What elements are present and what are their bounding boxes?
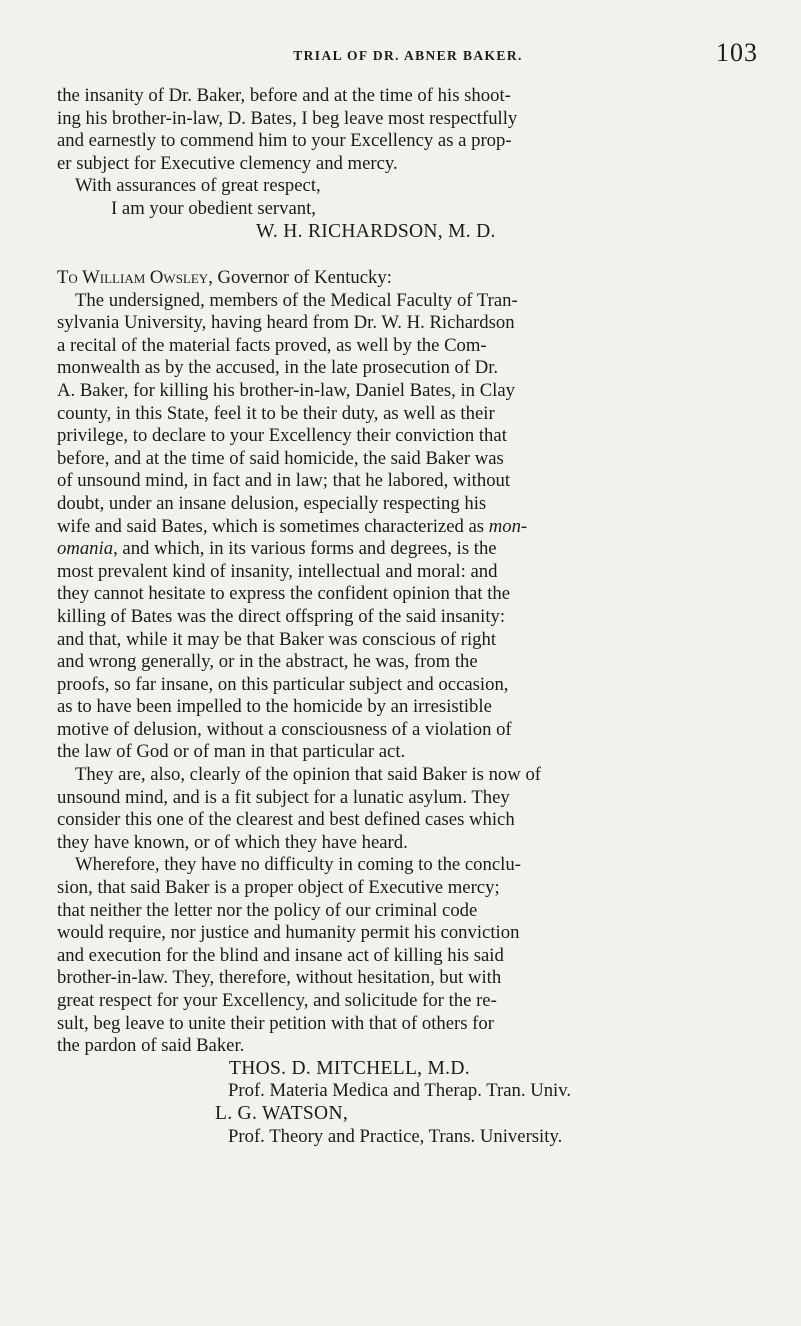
- text-line: sylvania University, having heard from Dr. W. H. Richardson: [57, 312, 515, 334]
- italic-term: mon-: [488, 515, 528, 537]
- text-line: sion, that said Baker is a proper object of Executive mercy;: [57, 877, 500, 899]
- addressee: [57, 267, 757, 290]
- text-line: the insanity of Dr. Baker, before and at the time of his shoot-: [57, 85, 511, 106]
- text-line: before, and at the time of said homicide, the said Baker was: [57, 447, 504, 469]
- text-line: consider this one of the clearest and best defined cases which: [57, 809, 515, 831]
- addressee-title: Governor of Kentucky:: [217, 267, 392, 288]
- text-line: and earnestly to commend him to your Excellency as a prop-: [57, 130, 512, 152]
- text-line: the pardon of said Baker.: [57, 1035, 245, 1057]
- text-line: county, in this State, feel it to be their duty, as well as their: [57, 402, 495, 424]
- text-line: er subject for Executive clemency and mercy.: [57, 152, 398, 174]
- text-line: they have known, or of which they have heard.: [57, 831, 408, 853]
- text-line: and execution for the blind and insane act of killing his said: [57, 944, 504, 966]
- text-line: as to have been impelled to the homicide by an irresistible: [57, 696, 492, 718]
- text-line: a recital of the material facts proved, as well by the Com-: [57, 334, 487, 356]
- signer-title: Prof. Materia Medica and Therap. Tran. Univ.: [228, 1080, 572, 1102]
- page-header: [58, 34, 758, 74]
- text-line: great respect for your Excellency, and solicitude for the re-: [57, 990, 497, 1011]
- closing-line: With assurances of great respect,: [75, 175, 321, 197]
- text-line: most prevalent kind of insanity, intellectual and moral: and: [57, 560, 498, 582]
- text-line: Wherefore, they have no difficulty in coming to the conclu-: [75, 854, 521, 876]
- text-fragment: wife and said Bates, which is sometimes characterized as: [57, 515, 485, 537]
- letter-faculty: [57, 267, 757, 1148]
- text-line: that neither the letter nor the policy of our criminal code: [57, 899, 478, 921]
- text-fragment: and which, in its various forms and degrees, is the: [122, 538, 497, 560]
- text-line: and wrong generally, or in the abstract, he was, from the: [57, 651, 478, 673]
- letter-richardson: [57, 85, 757, 243]
- text-line: and that, while it may be that Baker was conscious of right: [57, 628, 497, 650]
- text-line: killing of Bates was the direct offspring of the said insanity:: [57, 605, 506, 627]
- text-line: sult, beg leave to unite their petition with that of others for: [57, 1012, 494, 1034]
- text-line: They are, also, clearly of the opinion that said Baker is now of: [75, 764, 542, 786]
- text-line: ing his brother-in-law, D. Bates, I beg leave most respectfully: [57, 107, 518, 129]
- page-number: 103: [716, 38, 758, 67]
- closing-line: I am your obedient servant,: [111, 197, 316, 219]
- text-line: [57, 538, 757, 561]
- text-line: the law of God or of man in that particular act.: [57, 741, 406, 763]
- addressee-name: To William Owsley,: [57, 267, 213, 288]
- signer-title: Prof. Theory and Practice, Trans. University.: [228, 1125, 563, 1147]
- text-line: brother-in-law. They, therefore, without hesitation, but with: [57, 967, 502, 989]
- text-line: would require, nor justice and humanity permit his conviction: [57, 922, 520, 944]
- text-line: unsound mind, and is a fit subject for a lunatic asylum. They: [57, 786, 510, 808]
- text-line: A. Baker, for killing his brother-in-law, Daniel Bates, in Clay: [57, 379, 515, 401]
- text-line: of unsound mind, in fact and in law; that he labored, without: [57, 470, 511, 492]
- signature: THOS. D. MITCHELL, M.D.: [229, 1057, 470, 1079]
- signature: W. H. RICHARDSON, M. D.: [256, 220, 496, 242]
- signature: L. G. WATSON,: [215, 1102, 349, 1124]
- text-line: they cannot hesitate to express the confident opinion that the: [57, 583, 511, 605]
- text-line: proofs, so far insane, on this particular subject and occasion,: [57, 673, 509, 695]
- text-line: motive of delusion, without a consciousness of a violation of: [57, 718, 512, 740]
- text-line: doubt, under an insane delusion, especially respecting his: [57, 492, 487, 514]
- text-line: monwealth as by the accused, in the late prosecution of Dr.: [57, 357, 499, 379]
- text-line: [57, 516, 757, 539]
- running-head: TRIAL OF DR. ABNER BAKER.: [293, 48, 523, 63]
- text-line: privilege, to declare to your Excellency their conviction that: [57, 425, 507, 447]
- italic-term: omania,: [57, 538, 118, 560]
- text-line: The undersigned, members of the Medical Faculty of Tran-: [75, 289, 518, 311]
